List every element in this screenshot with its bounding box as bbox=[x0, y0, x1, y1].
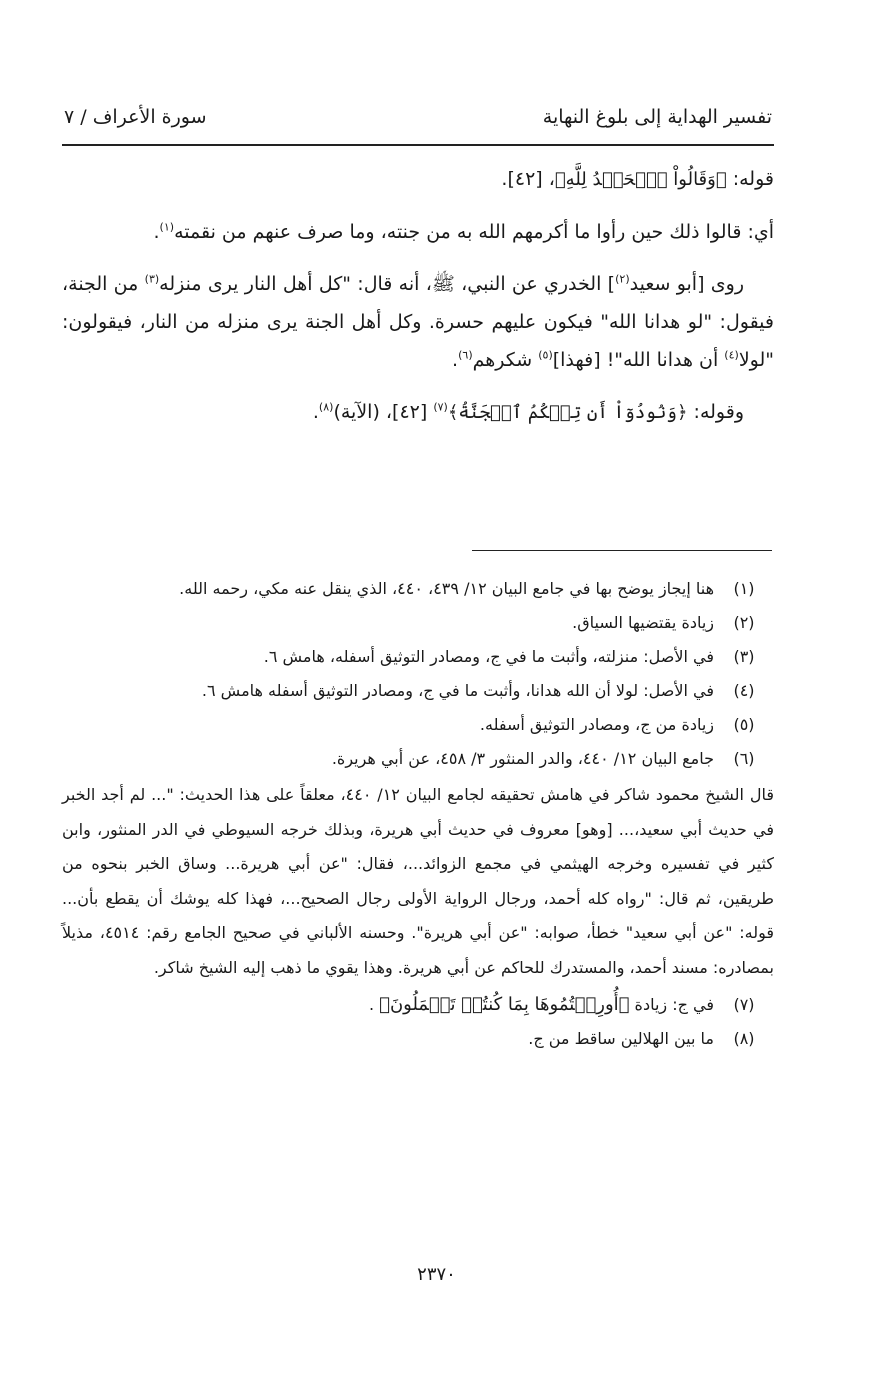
paragraph-2 bbox=[62, 213, 774, 251]
footnote-1 bbox=[62, 572, 774, 606]
verse-reference: [٤٢]، (الآية) bbox=[333, 401, 434, 423]
footnote-text: في الأصل: منزلته، وأثبت ما في ج، ومصادر التوثيق أسفله، هامش ٦. bbox=[263, 647, 714, 666]
footnote-ref-3[interactable]: (٣) bbox=[144, 272, 160, 286]
footnote-text: في الأصل: لولا أن الله هدانا، وأثبت ما في ج، ومصادر التوثيق أسفله هامش ٦. bbox=[201, 681, 714, 700]
main-text bbox=[62, 160, 774, 446]
quran-verse: ﴿أُورِثۡتُمُوهَا بِمَا كُنتُمۡ تَعۡمَلُونَ﴾ bbox=[379, 993, 630, 1015]
text-run: في ج: زيادة bbox=[629, 994, 714, 1014]
footnote-number: (٥) bbox=[733, 715, 755, 734]
footnote-number: (٧) bbox=[733, 994, 755, 1014]
quran-verse: ﴿وَقَالُواْ ٱلۡحَمۡدُ لِلَّهِ﴾ bbox=[554, 169, 727, 190]
book-title: تفسير الهداية إلى بلوغ النهاية bbox=[542, 106, 772, 128]
footnote-ref-2[interactable]: (٢) bbox=[615, 272, 630, 286]
footnote-ref-4[interactable]: (٤) bbox=[724, 348, 739, 362]
footnote-text: جامع البيان ١٢/ ٤٤٠، والدر المنثور ٣/ ٤٥٨، عن أبي هريرة. bbox=[331, 749, 714, 768]
page-number: ٢٣٧٠ bbox=[417, 1264, 456, 1285]
footnote-number: (١) bbox=[733, 579, 755, 598]
text-run: أي: قالوا ذلك حين رأوا ما أكرمهم الله به من جنته، وما صرف عنهم من نقمته bbox=[174, 221, 774, 243]
footnote-number: (٦) bbox=[733, 749, 755, 768]
footnote-number: (٨) bbox=[733, 1028, 755, 1048]
paragraph-4 bbox=[62, 393, 774, 432]
text-run: . bbox=[368, 994, 380, 1014]
footnote-5 bbox=[62, 708, 774, 742]
text-run: وقوله: bbox=[687, 401, 744, 423]
text-run: أن هدانا الله"! [فهذا] bbox=[552, 349, 725, 371]
text-run: من الجنة، فيقول: "لو هدانا الله" فيكون عليهم حسرة. وكل أهل الجنة يرى منزله من النار، فيقولون: "لولا bbox=[62, 273, 774, 371]
footnote-3 bbox=[62, 640, 774, 674]
footnotes bbox=[62, 572, 774, 1056]
text-run: . bbox=[452, 349, 459, 371]
running-header bbox=[62, 100, 774, 146]
paragraph-1 bbox=[62, 160, 774, 199]
footnote-text: زيادة يقتضيها السياق. bbox=[572, 613, 714, 632]
footnote-ref-8[interactable]: (٨) bbox=[318, 400, 334, 414]
text-run: روى [أبو سعيد bbox=[629, 273, 745, 295]
text-run: ] الخدري عن النبي، ﷺ، أنه قال: "كل أهل النار يرى منزله bbox=[159, 273, 616, 295]
verse-reference: ، [٤٢]. bbox=[501, 168, 555, 190]
footnote-separator bbox=[472, 550, 772, 551]
footnote-ref-5[interactable]: (٥) bbox=[538, 348, 553, 362]
footnote-number: (٢) bbox=[733, 613, 755, 632]
paragraph-3 bbox=[62, 265, 774, 379]
surah-label: سورة الأعراف / ٧ bbox=[64, 106, 207, 128]
footnote-ref-6[interactable]: (٦) bbox=[458, 348, 473, 362]
text-run: . bbox=[312, 401, 319, 423]
footnote-text: ما بين الهلالين ساقط من ج. bbox=[528, 1028, 714, 1048]
quran-verse: ﴿وَنُودُوٓاْ أَن تِلۡكُمُ ٱلۡجَنَّةُ﴾ bbox=[447, 402, 688, 423]
footnote-number: (٣) bbox=[733, 647, 755, 666]
footnote-2 bbox=[62, 606, 774, 640]
footnote-6 bbox=[62, 742, 774, 776]
footnote-8 bbox=[62, 1022, 774, 1056]
footnote-text bbox=[62, 988, 714, 1022]
footnote-number: (٤) bbox=[733, 681, 755, 700]
text-run: شكرهم bbox=[472, 349, 539, 371]
footnote-ref-1[interactable]: (١) bbox=[159, 220, 175, 234]
footnote-text: زيادة من ج، ومصادر التوثيق أسفله. bbox=[479, 715, 714, 734]
text-run: قوله: bbox=[726, 168, 774, 190]
footnote-ref-7[interactable]: (٧) bbox=[433, 400, 448, 414]
text-run: . bbox=[153, 221, 160, 243]
footnote-4 bbox=[62, 674, 774, 708]
footnote-text: هنا إيجاز يوضح بها في جامع البيان ١٢/ ٤٣٩، ٤٤٠، الذي ينقل عنه مكي، رحمه الله. bbox=[179, 579, 714, 598]
footnote-6-continuation: قال الشيخ محمود شاكر في هامش تحقيقه لجامع البيان ١٢/ ٤٤٠، معلقاً على هذا الحديث: "... لم أجد الخبر في حديث أبي سعيد،... [وهو] معروف في حديث أبي هريرة، وبذلك خرجه السيوطي في الدر المنثور، وابن كثير في تفسيره وخرجه الهيثمي في مجمع الزوائد...، فقال: "عن أبي هريرة... وساق الخبر بنحوه من طريقين، ثم قال: "رواه كله أحمد، ورجال الرواية الأولى رجال الصحيح...، فهذا كله يوشك أن يقطع بأن... قوله: "عن أبي سعيد" خطأ، صوابه: "عن أبي هريرة". وحسنه الألباني في صحيح الجامع رقم: ٤٥١٤، مذيلاً بمصادره: مسند أحمد، والمستدرك للحاكم عن أبي هريرة. وهذا يقوي ما ذهب إليه الشيخ شاكر. bbox=[62, 785, 775, 977]
footnote-7 bbox=[62, 988, 774, 1022]
